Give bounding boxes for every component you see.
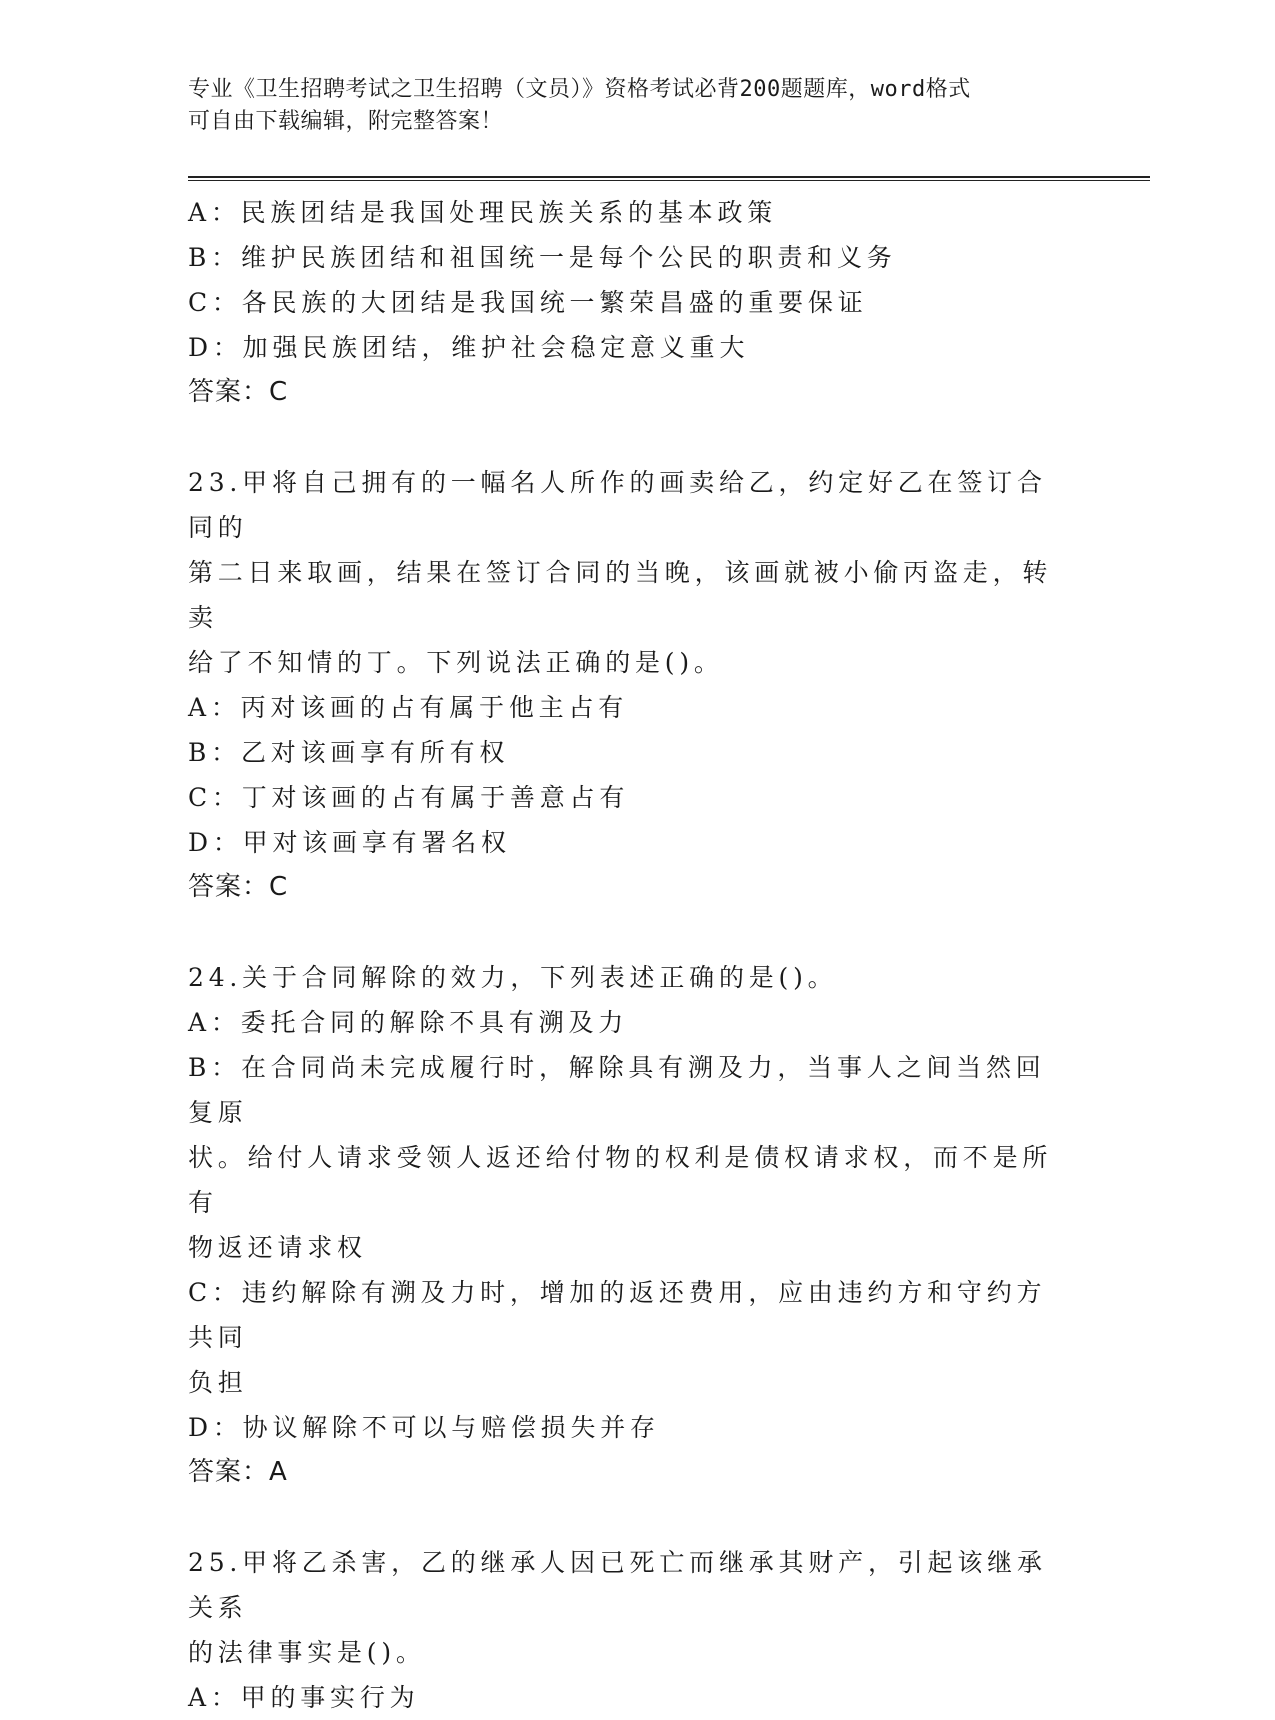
question-stem-line: 的法律事实是()。: [188, 1638, 426, 1667]
option-b: B：乙对该画享有所有权: [188, 738, 510, 767]
option-d: D：协议解除不可以与赔偿损失并存: [188, 1413, 660, 1442]
option-c-continued: 负担: [188, 1368, 248, 1397]
page-header: [188, 74, 1068, 138]
question-25: [188, 1540, 1073, 1720]
question-stem-line: 25.甲将乙杀害，乙的继承人因已死亡而继承其财产，引起该继承关系: [188, 1548, 1047, 1622]
question-22-options: [188, 190, 1073, 415]
option-c: C：各民族的大团结是我国统一繁荣昌盛的重要保证: [188, 288, 868, 317]
question-23: [188, 460, 1073, 910]
option-b: B：在合同尚未完成履行时，解除具有溯及力，当事人之间当然回复原: [188, 1053, 1046, 1127]
spacer: [188, 910, 1073, 955]
option-a: A：丙对该画的占有属于他主占有: [188, 693, 629, 722]
question-stem-line: 第二日来取画，结果在签订合同的当晚，该画就被小偷丙盗走，转卖: [188, 558, 1053, 632]
answer-line: 答案：C: [188, 377, 289, 407]
answer-line: 答案：C: [188, 872, 289, 902]
option-b-continued: 物返还请求权: [188, 1233, 367, 1262]
option-c: C：丁对该画的占有属于善意占有: [188, 783, 630, 812]
header-line-1: 专业《卫生招聘考试之卫生招聘（文员）》资格考试必背200题题库，word格式: [188, 77, 971, 102]
option-a: A：甲的事实行为: [188, 1683, 420, 1712]
spacer: [188, 415, 1073, 460]
option-c: C：违约解除有溯及力时，增加的返还费用，应由违约方和守约方共同: [188, 1278, 1047, 1352]
option-d: D：甲对该画享有署名权: [188, 828, 511, 857]
answer-line: 答案：A: [188, 1457, 288, 1487]
question-stem-line: 23.甲将自己拥有的一幅名人所作的画卖给乙，约定好乙在签订合同的: [188, 468, 1047, 542]
option-a: A：委托合同的解除不具有溯及力: [188, 1008, 629, 1037]
option-a: A：民族团结是我国处理民族关系的基本政策: [188, 198, 778, 227]
question-stem-line: 给了不知情的丁。下列说法正确的是()。: [188, 648, 724, 677]
option-b-continued: 状。给付人请求受领人返还给付物的权利是债权请求权，而不是所有: [188, 1143, 1053, 1217]
header-divider: [188, 176, 1150, 181]
option-d: D：加强民族团结，维护社会稳定意义重大: [188, 333, 750, 362]
spacer: [188, 1495, 1073, 1540]
header-line-2: 可自由下载编辑，附完整答案！: [188, 109, 504, 134]
question-stem-line: 24.关于合同解除的效力，下列表述正确的是()。: [188, 963, 838, 992]
option-b: B：维护民族团结和祖国统一是每个公民的职责和义务: [188, 243, 897, 272]
question-24: [188, 955, 1073, 1495]
question-content: [188, 190, 1073, 1720]
